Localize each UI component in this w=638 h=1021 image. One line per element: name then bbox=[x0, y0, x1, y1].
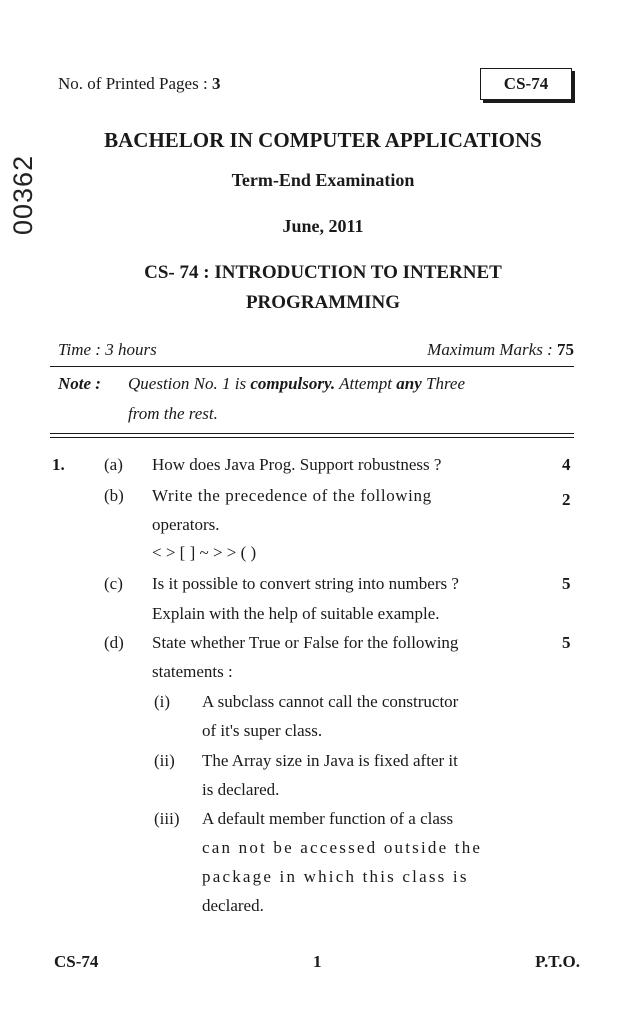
part-a-marks: 4 bbox=[562, 455, 571, 474]
max-marks-value: 75 bbox=[557, 340, 574, 359]
note-line2: from the rest. bbox=[128, 404, 218, 423]
statement-iii-line4: declared. bbox=[202, 896, 264, 915]
part-a-label: (a) bbox=[104, 455, 123, 474]
note-label: Note : bbox=[58, 374, 101, 393]
question-number: 1. bbox=[52, 455, 65, 474]
part-b-marks: 2 bbox=[562, 490, 571, 509]
divider-double-2 bbox=[50, 437, 574, 438]
statement-iii-line1: A default member function of a class bbox=[202, 809, 454, 828]
part-c-line2: Explain with the help of suitable example. bbox=[152, 604, 440, 623]
course-title-line2: PROGRAMMING bbox=[245, 292, 401, 313]
part-a-text: How does Java Prog. Support robustness ? bbox=[152, 455, 442, 474]
note-part3: Three bbox=[421, 374, 466, 393]
part-d-label: (d) bbox=[104, 633, 124, 652]
part-d-line2: statements : bbox=[152, 662, 233, 681]
note-part1: Question No. 1 is bbox=[128, 374, 251, 393]
part-d-marks: 5 bbox=[562, 633, 571, 652]
note-any: any bbox=[396, 374, 422, 393]
serial-number: 00362 bbox=[8, 154, 38, 236]
note-line1 bbox=[128, 374, 465, 394]
exam-date: June, 2011 bbox=[282, 216, 364, 236]
exam-title: Term-End Examination bbox=[231, 170, 415, 190]
printed-pages-label: No. of Printed Pages : bbox=[58, 74, 212, 93]
note-compulsory: compulsory. bbox=[250, 374, 336, 393]
footer-pto: P.T.O. bbox=[535, 952, 580, 971]
part-d-line1: State whether True or False for the following bbox=[152, 633, 459, 652]
statement-ii-label: (ii) bbox=[154, 751, 175, 770]
footer-code: CS-74 bbox=[54, 952, 99, 971]
divider-double-1 bbox=[50, 433, 574, 434]
printed-pages bbox=[58, 74, 220, 94]
footer-page-number: 1 bbox=[313, 952, 322, 971]
part-c-line1: Is it possible to convert string into numbers ? bbox=[152, 574, 459, 593]
statement-ii-line2: is declared. bbox=[202, 780, 280, 799]
part-b-line2: operators. bbox=[152, 515, 220, 534]
part-b-line1: Write the precedence of the following bbox=[152, 486, 432, 505]
programme-title: BACHELOR IN COMPUTER APPLICATIONS bbox=[104, 128, 542, 152]
part-c-marks: 5 bbox=[562, 574, 571, 593]
statement-i-line2: of it's super class. bbox=[202, 721, 323, 740]
part-b-operators: < > [ ] ~ > > ( ) bbox=[152, 543, 257, 562]
part-b-label: (b) bbox=[104, 486, 124, 505]
paper-code-box: CS-74 bbox=[480, 68, 572, 100]
statement-iii-line2: can not be accessed outside the bbox=[202, 838, 483, 857]
statement-iii-line3: package in which this class is bbox=[202, 867, 469, 886]
max-marks-label: Maximum Marks : bbox=[427, 340, 557, 359]
statement-i-line1: A subclass cannot call the constructor bbox=[202, 692, 459, 711]
printed-pages-value: 3 bbox=[211, 74, 221, 93]
statement-iii-label: (iii) bbox=[154, 809, 180, 828]
maximum-marks bbox=[427, 340, 574, 360]
part-c-label: (c) bbox=[104, 574, 123, 593]
statement-ii-line1: The Array size in Java is fixed after it bbox=[202, 751, 458, 770]
note-part2: Attempt bbox=[335, 374, 397, 393]
divider-top bbox=[50, 366, 574, 367]
course-title-line1: CS- 74 : INTRODUCTION TO INTERNET bbox=[144, 262, 502, 283]
time-allowed: Time : 3 hours bbox=[58, 340, 157, 359]
statement-i-label: (i) bbox=[154, 692, 171, 711]
